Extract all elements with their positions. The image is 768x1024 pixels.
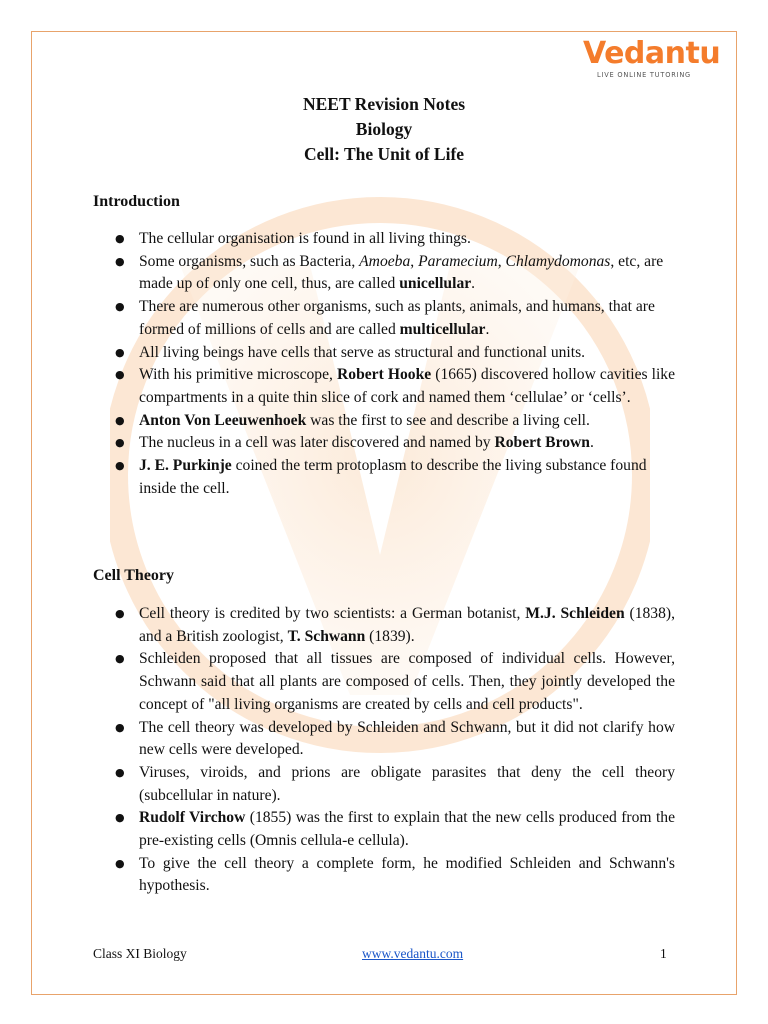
list-item: ● Anton Von Leeuwenhoek was the first to see and describe a living cell. [115, 410, 675, 433]
list-item: ● Cell theory is credited by two scientists: a German botanist, M.J. Schleiden (1838), and a British zoologist, T. Schwann (1839). [115, 603, 675, 648]
list-item: ● Viruses, viroids, and prions are obligate parasites that deny the cell theory (subcellular in nature). [115, 762, 675, 807]
list-item: ● With his primitive microscope, Robert Hooke (1665) discovered hollow cavities like compartments in a quite thin slice of cork and named them ‘cellulae’ or ‘cells’. [115, 364, 675, 409]
cell-theory-list [115, 603, 675, 898]
title-line-2: Biology [355, 119, 413, 139]
list-item: ● Schleiden proposed that all tissues are composed of individual cells. However, Schwann said that all plants are composed of cells. Then, they jointly developed the concept of "all living organisms are created by cells and cell products". [115, 648, 675, 716]
cell-theory-heading: Cell Theory [93, 567, 175, 584]
introduction-list [115, 228, 675, 500]
list-item: ● There are numerous other organisms, such as plants, animals, and humans, that are formed of millions of cells and are called multicellular. [115, 296, 675, 341]
list-item: ● All living beings have cells that serve as structural and functional units. [115, 342, 675, 365]
title-line-1: NEET Revision Notes [302, 94, 466, 114]
list-item: ● Some organisms, such as Bacteria, Amoeba, Paramecium, Chlamydomonas, etc, are made up of only one cell, thus, are called unicellular. [115, 251, 675, 296]
logo-wordmark: Vedantu [583, 36, 721, 71]
list-item: ● J. E. Purkinje coined the term protoplasm to describe the living substance found inside the cell. [115, 455, 675, 500]
title-line-3: Cell: The Unit of Life [303, 144, 465, 164]
logo-tagline: LIVE ONLINE TUTORING [597, 71, 691, 79]
list-item: ● To give the cell theory a complete form, he modified Schleiden and Schwann's hypothesis. [115, 853, 675, 898]
footer-page-number: 1 [660, 946, 667, 961]
vedantu-logo [583, 36, 721, 82]
footer-website-link[interactable]: www.vedantu.com [362, 946, 464, 961]
list-item: ● Rudolf Virchow (1855) was the first to explain that the new cells produced from the pre-existing cells (Omnis cellula-e cellula). [115, 807, 675, 852]
list-item: ● The nucleus in a cell was later discovered and named by Robert Brown. [115, 432, 675, 455]
footer-class-label: Class XI Biology [93, 946, 187, 961]
introduction-heading: Introduction [93, 193, 180, 210]
list-item: ● The cell theory was developed by Schleiden and Schwann, but it did not clarify how new cells were developed. [115, 717, 675, 762]
list-item: ● The cellular organisation is found in all living things. [115, 228, 675, 251]
document-title [0, 92, 768, 167]
